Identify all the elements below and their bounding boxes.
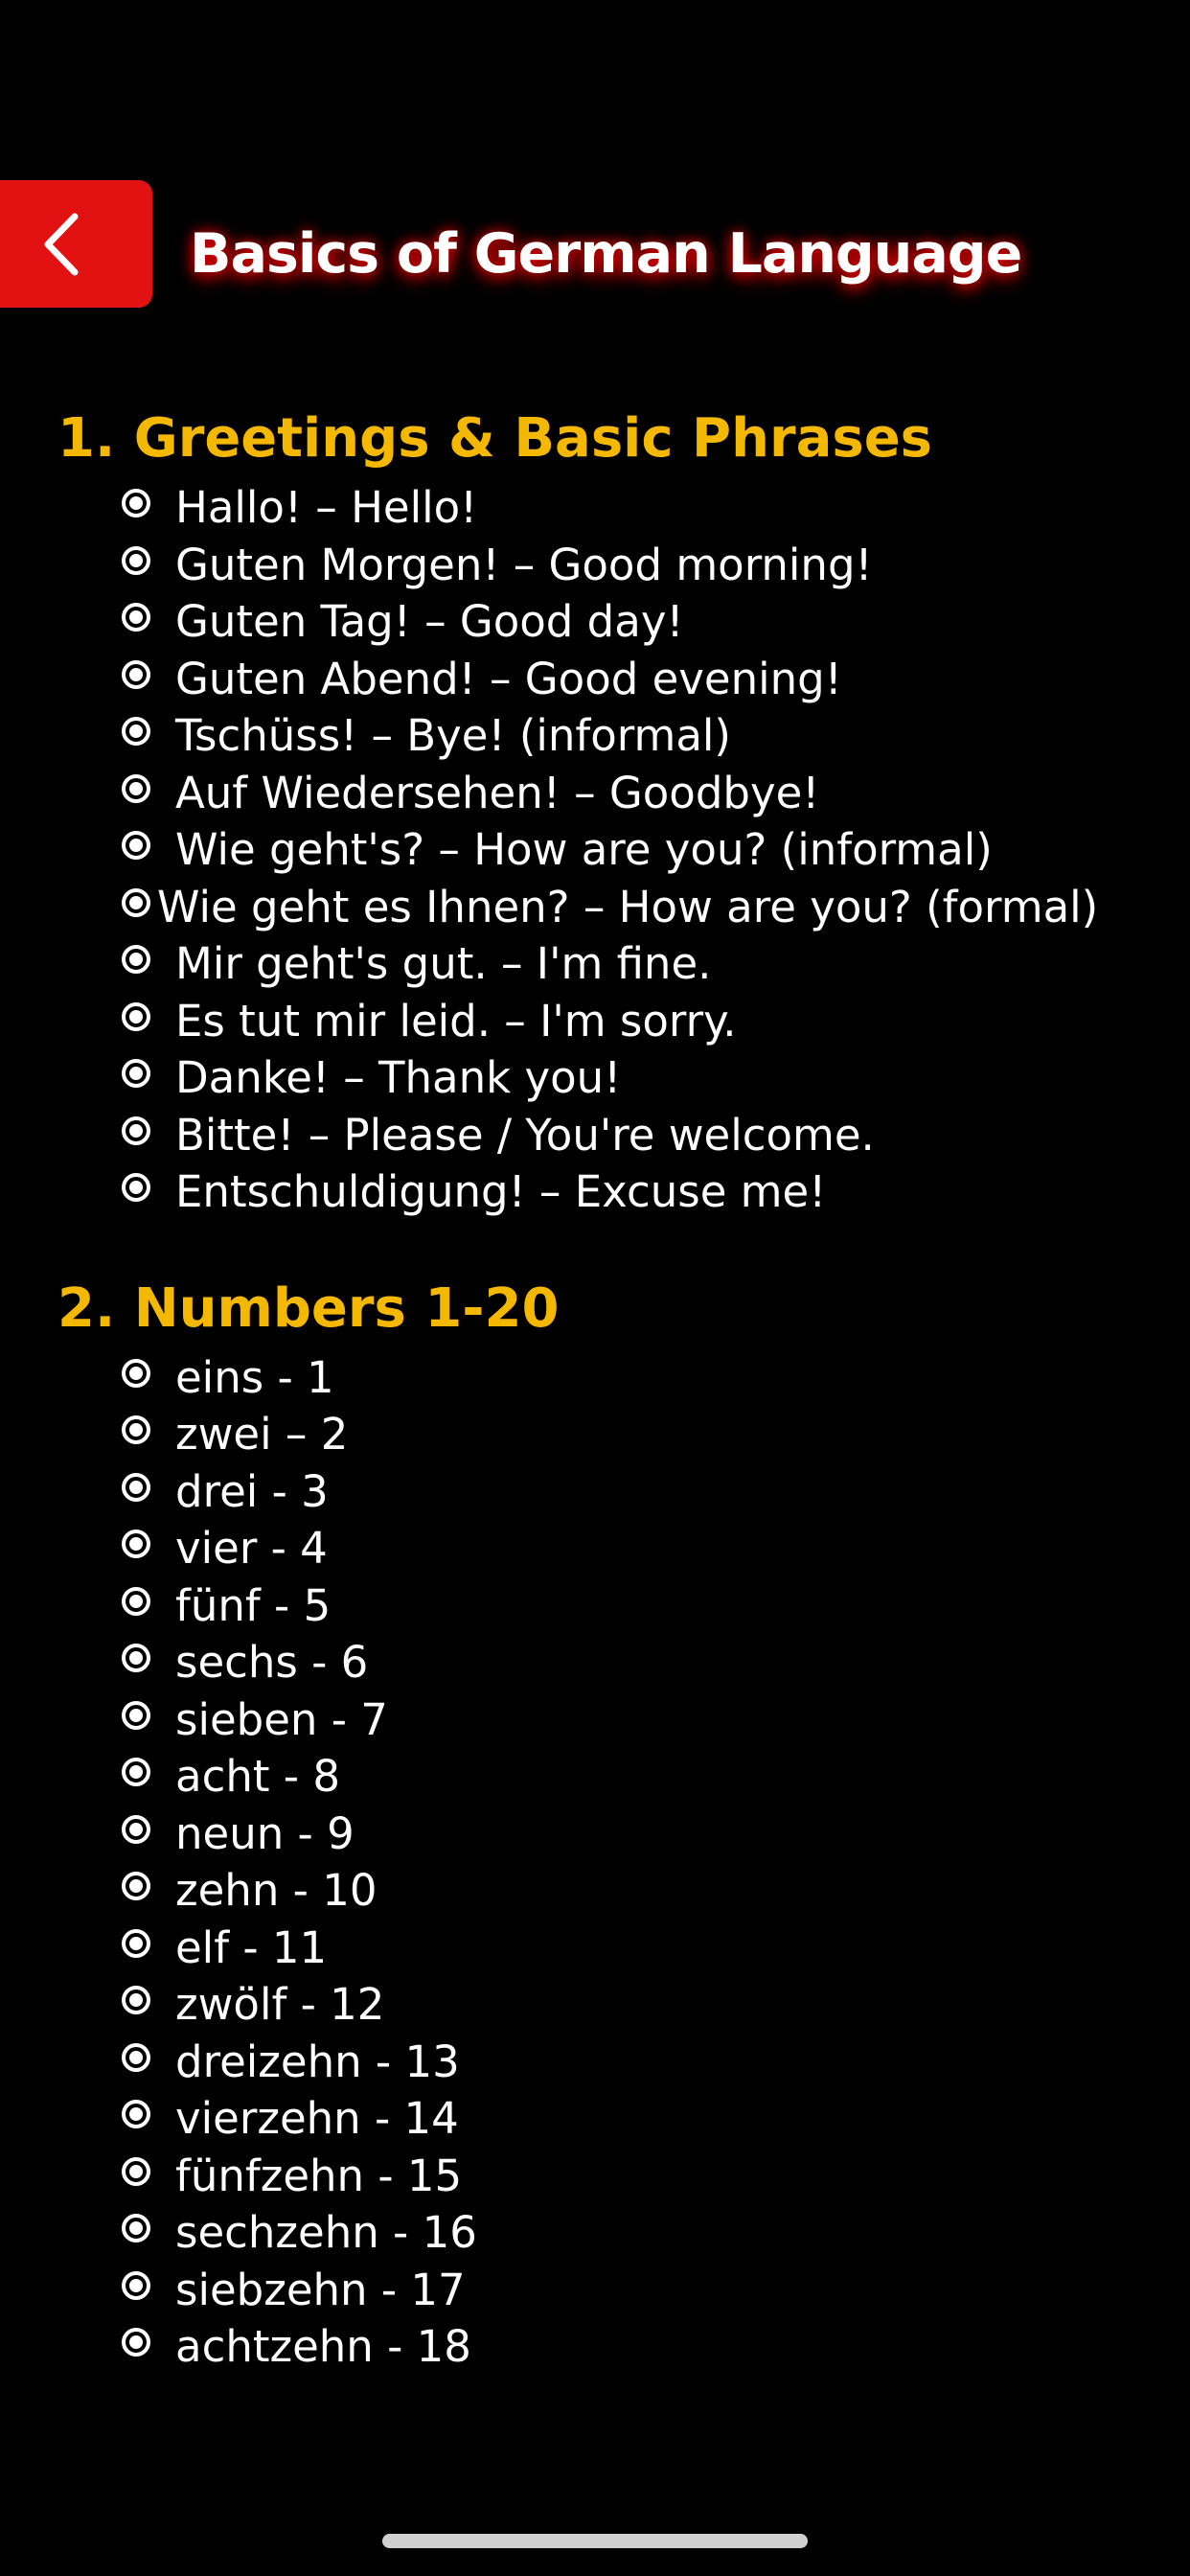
list-item-text: zehn - 10 — [175, 1865, 378, 1916]
radio-bullet-icon — [122, 1530, 150, 1558]
radio-bullet-icon — [122, 2100, 150, 2128]
chevron-left-icon — [42, 213, 80, 276]
list-item-text: sechzehn - 16 — [175, 2207, 477, 2258]
radio-bullet-icon — [122, 660, 150, 689]
list-item-text: achtzehn - 18 — [175, 2321, 471, 2372]
list-item — [0, 1163, 1190, 1221]
list-item-text: Hallo! – Hello! — [175, 482, 478, 533]
list-item — [0, 879, 1190, 936]
list-item-text: zwei – 2 — [175, 1409, 349, 1460]
list-item-text: neun - 9 — [175, 1807, 355, 1859]
radio-bullet-icon — [122, 1059, 150, 1088]
section-numbers — [0, 1273, 1190, 2376]
list-item-text: acht - 8 — [175, 1751, 340, 1802]
list-item — [0, 993, 1190, 1050]
radio-bullet-icon — [122, 1758, 150, 1786]
section-heading: 2. Numbers 1-20 — [57, 1276, 560, 1340]
list-item-text: zwölf - 12 — [175, 1979, 385, 2030]
list-item — [0, 1862, 1190, 1920]
radio-bullet-icon — [122, 717, 150, 746]
radio-bullet-icon — [122, 2157, 150, 2186]
radio-bullet-icon — [122, 1116, 150, 1145]
radio-bullet-icon — [122, 1701, 150, 1730]
list-item-text: Tschüss! – Bye! (informal) — [175, 710, 731, 761]
list-item — [0, 1748, 1190, 1806]
radio-bullet-icon — [122, 1929, 150, 1958]
list-item-text: Auf Wiedersehen! – Goodbye! — [175, 767, 820, 818]
list-item-text: Bitte! – Please / You're welcome. — [175, 1109, 875, 1161]
radio-bullet-icon — [122, 2328, 150, 2357]
radio-bullet-icon — [122, 1986, 150, 2014]
list-item-text: fünfzehn - 15 — [175, 2150, 463, 2201]
list-item — [0, 1577, 1190, 1635]
list-item-text: elf - 11 — [175, 1921, 328, 1973]
list-item — [0, 765, 1190, 822]
radio-bullet-icon — [122, 1587, 150, 1616]
radio-bullet-icon — [122, 1173, 150, 1202]
back-button[interactable] — [0, 180, 152, 308]
list-item — [0, 707, 1190, 765]
list-item — [0, 479, 1190, 537]
list-item-text: siebzehn - 17 — [175, 2264, 466, 2315]
radio-bullet-icon — [122, 2043, 150, 2072]
radio-bullet-icon — [122, 831, 150, 860]
list-item — [0, 1049, 1190, 1107]
list-item-text: eins - 1 — [175, 1351, 334, 1403]
radio-bullet-icon — [122, 2271, 150, 2300]
list-item — [0, 2090, 1190, 2148]
list-item-text: Es tut mir leid. – I'm sorry. — [175, 995, 737, 1046]
list-item — [0, 651, 1190, 708]
radio-bullet-icon — [122, 1815, 150, 1844]
list-item — [0, 1920, 1190, 1977]
list-item-text: fünf - 5 — [175, 1579, 332, 1631]
radio-bullet-icon — [122, 945, 150, 974]
list-item-text: Guten Abend! – Good evening! — [175, 653, 842, 704]
radio-bullet-icon — [122, 1473, 150, 1502]
list-item-text: Guten Tag! – Good day! — [175, 596, 684, 647]
phrase-list — [0, 479, 1190, 1221]
list-item — [0, 935, 1190, 993]
radio-bullet-icon — [122, 1002, 150, 1031]
radio-bullet-icon — [122, 2214, 150, 2242]
radio-bullet-icon — [122, 546, 150, 575]
list-item-text: drei - 3 — [175, 1465, 329, 1517]
list-item — [0, 2204, 1190, 2262]
list-item — [0, 1634, 1190, 1691]
list-item-text: Entschuldigung! – Excuse me! — [175, 1166, 827, 1217]
list-item-text: vierzehn - 14 — [175, 2093, 459, 2144]
list-item — [0, 2148, 1190, 2205]
list-item-text: Mir geht's gut. – I'm fine. — [175, 938, 712, 989]
radio-bullet-icon — [122, 603, 150, 632]
list-item-text: Wie geht es Ihnen? – How are you? (formal) — [157, 881, 1099, 932]
list-item — [0, 2318, 1190, 2376]
radio-bullet-icon — [122, 1359, 150, 1388]
list-item-text: Guten Morgen! – Good morning! — [175, 539, 873, 590]
list-item — [0, 2262, 1190, 2319]
list-item — [0, 821, 1190, 879]
list-item — [0, 1806, 1190, 1863]
page-title: Basics of German Language — [190, 222, 1022, 286]
list-item-text: Danke! – Thank you! — [175, 1052, 622, 1103]
list-item — [0, 537, 1190, 594]
section-heading: 1. Greetings & Basic Phrases — [57, 407, 933, 470]
radio-bullet-icon — [122, 774, 150, 803]
home-indicator — [382, 2534, 808, 2548]
list-item-text: vier - 4 — [175, 1523, 328, 1574]
list-item — [0, 593, 1190, 651]
lesson-content — [0, 402, 1190, 2376]
list-item — [0, 1520, 1190, 1577]
list-item — [0, 1349, 1190, 1407]
radio-bullet-icon — [122, 489, 150, 518]
number-list — [0, 1349, 1190, 2376]
list-item — [0, 1976, 1190, 2034]
list-item-text: sieben - 7 — [175, 1693, 388, 1745]
list-item-text: sechs - 6 — [175, 1637, 369, 1688]
list-item — [0, 1691, 1190, 1749]
list-item — [0, 1463, 1190, 1521]
radio-bullet-icon — [122, 1415, 150, 1444]
list-item-text: dreizehn - 13 — [175, 2036, 460, 2087]
radio-bullet-icon — [122, 1644, 150, 1672]
radio-bullet-icon — [122, 1872, 150, 1900]
list-item — [0, 2034, 1190, 2091]
list-item-text: Wie geht's? – How are you? (informal) — [175, 824, 993, 875]
list-item — [0, 1107, 1190, 1164]
radio-bullet-icon — [122, 888, 150, 917]
section-greetings — [0, 402, 1190, 1221]
list-item — [0, 1406, 1190, 1463]
